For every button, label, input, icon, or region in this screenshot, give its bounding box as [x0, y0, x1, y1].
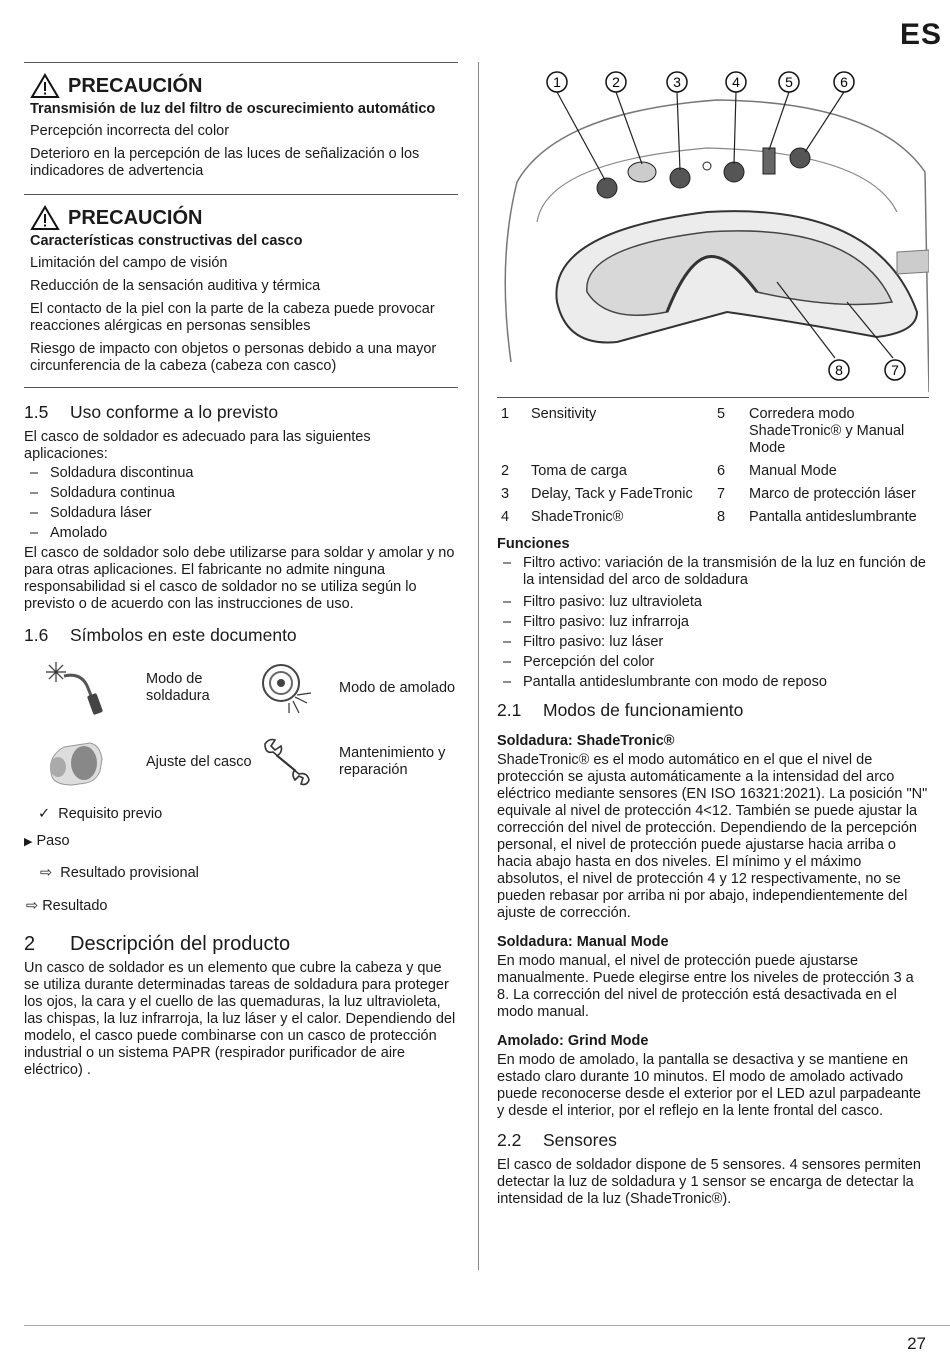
paragraph: ShadeTronic® es el modo automático en el que el nivel de protección se ajusta automáticamente a la intensidad del arco eléctrico mediante sensores (EN ISO 16321:2021). La posición "N" equivale al nivel de protección 4<12. También se puede ajustar la corrección del nivel de protección. Dependiendo de la percepción personal, el nivel de protección puede ajustarse hacia arriba o hacia abajo hasta en dos niveles. El mínimo y el máximo absolutos, el nivel de protección 4 y 12 respectivamente, no se pueden rebasar por arriba ni por abajo, independientemente del ajuste de corrección. — [497, 752, 928, 921]
figure-callout: 8 — [835, 362, 843, 378]
legend-number: 6 — [717, 463, 726, 479]
helmet-interior-figure — [497, 62, 929, 392]
warning-item: Percepción incorrecta del color — [30, 123, 230, 139]
legend-interim-result — [40, 865, 458, 882]
figure-callout: 6 — [840, 74, 848, 90]
right-column — [497, 62, 929, 1208]
legend-text: Resultado — [42, 898, 108, 914]
grinding-disc-icon — [259, 661, 315, 715]
legend-text: Delay, Tack y FadeTronic — [531, 486, 693, 502]
divider — [497, 397, 929, 398]
legend-prerequisite — [38, 806, 458, 823]
column-divider — [478, 62, 479, 1270]
legend-text: Pantalla antideslumbrante — [749, 509, 917, 525]
warning-triangle-icon — [30, 73, 60, 99]
section-title: Sensores — [543, 1130, 617, 1150]
figure-callout: 1 — [553, 74, 561, 90]
legend-number: 2 — [501, 463, 510, 479]
mode-heading: Soldadura: ShadeTronic® — [497, 733, 675, 749]
section-number: 1.6 — [24, 625, 49, 645]
mode-heading: Amolado: Grind Mode — [497, 1033, 649, 1049]
page-number: 27 — [907, 1334, 926, 1353]
paragraph: Un casco de soldador es un elemento que cubre la cabeza y que se utiliza durante determinadas tareas de soldadura para proteger los ojos, la cara y el cuello de las quemaduras, la luz ultravioleta, las chispas, la luz infrarroja, la luz láser y el calor. Dependiendo del modelo, el casco puede combinarse con un casco de protección industrial o un sistema PAPR (respirador purificador de aire eléctrico) . — [24, 960, 456, 1078]
list-item: – Percepción del color — [497, 652, 929, 672]
legend-text: Requisito previo — [58, 806, 163, 822]
section-number: 2 — [24, 933, 36, 955]
helmet-fit-icon — [42, 737, 106, 787]
legend-text: Toma de carga — [531, 463, 627, 479]
section-heading — [497, 1130, 929, 1151]
arrow-right-outline-icon: ⇨ — [40, 865, 53, 881]
paragraph: En modo de amolado, la pantalla se desactiva y se mantiene en estado claro durante 10 minutos. El modo de amolado activado puede reconocerse desde el exterior por el LED azul parpadeante y desde el interior, por el reflejo en la lente frontal del casco. — [497, 1052, 921, 1119]
list-item: – Soldadura continua — [24, 483, 458, 503]
list-item: – Filtro activo: variación de la transmisión de la luz en función de la intensidad del arco de soldadura — [497, 555, 929, 589]
symbol-label: Modo de soldadura — [146, 671, 210, 704]
section-number: 2.1 — [497, 700, 522, 720]
figure-callout: 4 — [732, 74, 740, 90]
section-title: Uso conforme a lo previsto — [70, 402, 279, 422]
symbol-grid — [42, 658, 458, 788]
list-item: – Pantalla antideslumbrante con modo de reposo — [497, 672, 929, 692]
warning-item: El contacto de la piel con la parte de la cabeza puede provocar reacciones alérgicas en personas sensibles — [30, 301, 435, 334]
section-heading — [24, 933, 458, 956]
warning-title: PRECAUCIÓN — [68, 74, 203, 97]
symbol-label: Modo de amolado — [339, 679, 456, 696]
legend-number: 7 — [717, 486, 726, 502]
warning-item: Riesgo de impacto con objetos o personas debido a una mayor circunferencia de la cabeza (cabeza con casco) — [30, 341, 437, 374]
warning-triangle-icon — [30, 205, 60, 231]
section-heading — [24, 625, 458, 646]
mode-heading: Soldadura: Manual Mode — [497, 934, 669, 950]
functions-heading: Funciones — [497, 536, 570, 552]
warning-subtitle: Características constructivas del casco — [30, 233, 303, 249]
figure-callout: 2 — [612, 74, 620, 90]
functions-list — [497, 555, 929, 692]
legend-text: Corredera modo ShadeTronic® y Manual Mode — [749, 406, 905, 456]
warning-subtitle: Transmisión de luz del filtro de oscurecimiento automático — [30, 101, 436, 117]
welding-torch-icon — [42, 658, 112, 718]
legend-text: Sensitivity — [531, 406, 597, 422]
legend-number: 5 — [717, 406, 726, 422]
warning-item: Deterioro en la percepción de las luces de señalización o los indicadores de advertencia — [30, 146, 420, 179]
use-list — [24, 463, 458, 543]
legend-result — [26, 898, 458, 915]
warning-box — [24, 63, 458, 192]
figure-callout: 5 — [785, 74, 793, 90]
paragraph: El casco de soldador es adecuado para las siguientes aplicaciones: — [24, 429, 371, 462]
legend-number: 3 — [501, 486, 510, 502]
section-number: 1.5 — [24, 402, 49, 422]
list-item: – Filtro pasivo: luz láser — [497, 632, 929, 652]
section-number: 2.2 — [497, 1130, 522, 1150]
warning-item: Limitación del campo de visión — [30, 255, 228, 271]
legend-text: Paso — [36, 833, 70, 849]
paragraph: El casco de soldador dispone de 5 sensores. 4 sensores permiten detectar la luz de soldadura y 1 sensor se encarga de detectar la intensidad de la luz (ShadeTronic®). — [497, 1157, 921, 1207]
warning-title: PRECAUCIÓN — [68, 206, 203, 229]
triangle-right-icon: ▶ — [24, 836, 33, 848]
paragraph: El casco de soldador solo debe utilizarse para soldar y amolar y no para otras aplicaciones. El fabricante no admite ninguna responsabilidad si el casco de soldador no se utiliza según lo previsto o de acuerdo con las instrucciones de uso. — [24, 545, 455, 612]
legend-text: ShadeTronic® — [531, 509, 624, 525]
symbol-label: Ajuste del casco — [146, 753, 252, 770]
arrow-right-outline-icon: ⇨ — [26, 898, 39, 914]
symbol-label: Mantenimiento y reparación — [339, 745, 446, 778]
divider — [24, 387, 458, 388]
checkmark-icon: ✓ — [38, 806, 51, 822]
legend-text: Resultado provisional — [60, 865, 199, 881]
wrench-icon — [259, 736, 315, 788]
figure-callout: 7 — [891, 362, 899, 378]
list-item: – Filtro pasivo: luz ultravioleta — [497, 592, 929, 612]
legend-number: 4 — [501, 509, 510, 525]
warning-item: Reducción de la sensación auditiva y térmica — [30, 278, 321, 294]
section-title: Modos de funcionamiento — [543, 700, 744, 720]
paragraph: En modo manual, el nivel de protección puede ajustarse manualmente. Puede elegirse entre los niveles de protección 3 a 8. La corrección del nivel de protección está desactivada en el modo manual. — [497, 953, 914, 1020]
section-title: Símbolos en este documento — [70, 625, 297, 645]
section-heading — [24, 402, 458, 423]
section-heading — [497, 700, 929, 721]
figure-legend — [501, 406, 929, 526]
legend-number: 8 — [717, 509, 726, 525]
list-item: – Soldadura láser — [24, 503, 458, 523]
legend-text: Marco de protección láser — [749, 486, 916, 502]
footer-divider — [24, 1325, 950, 1326]
language-code: ES — [899, 18, 942, 51]
list-item: – Filtro pasivo: luz infrarroja — [497, 612, 929, 632]
legend-number: 1 — [501, 406, 510, 422]
section-title: Descripción del producto — [70, 933, 291, 955]
left-column — [24, 62, 458, 1079]
list-item: – Amolado — [24, 523, 458, 543]
list-item: – Soldadura discontinua — [24, 463, 458, 483]
legend-step — [24, 833, 458, 851]
figure-callout: 3 — [673, 74, 681, 90]
legend-text: Manual Mode — [749, 463, 837, 479]
warning-box — [24, 195, 458, 387]
